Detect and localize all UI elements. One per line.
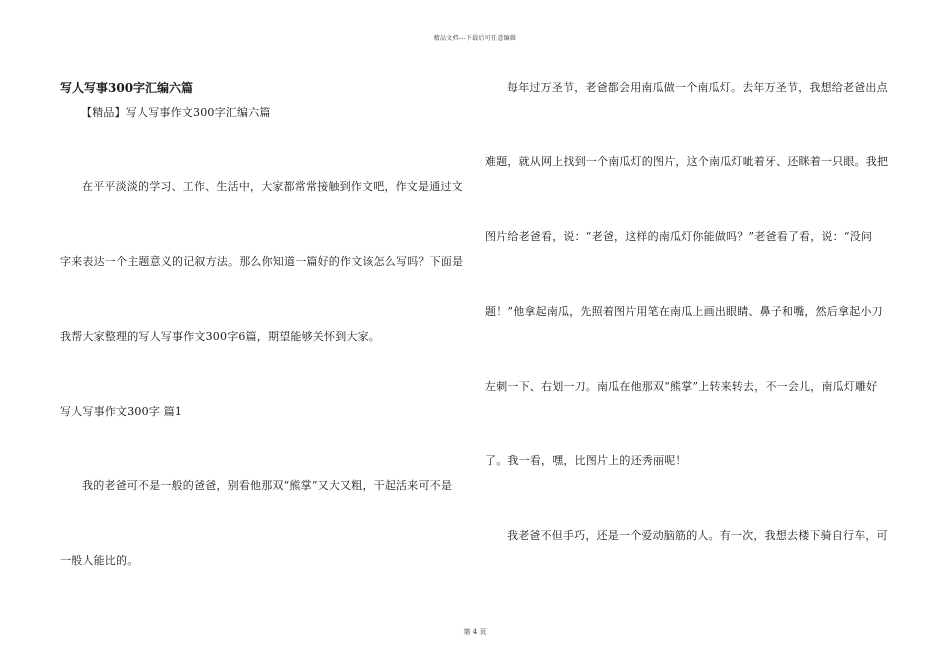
paragraph-line: 图片给老爸看，说：“老爸，这样的南瓜灯你能做吗？”老爸看了看，说：“没问 — [485, 230, 873, 243]
intro-line-1: 在平平淡淡的学习、工作、生活中，大家都常常接触到作文吧，作文是通过文 — [82, 180, 463, 193]
paragraph-line: 每年过万圣节，老爸都会用南瓜做一个南瓜灯。去年万圣节，我想给老爸出点 — [507, 81, 888, 94]
paragraph-line: 难题，就从网上找到一个南瓜灯的图片，这个南瓜灯呲着牙、还眯着一只眼。我把 — [485, 155, 889, 168]
paragraph-line: 一般人能比的。 — [60, 554, 139, 567]
page-number: 第 4 页 — [463, 628, 487, 636]
paragraph-line: 左刺一下、右划一刀。南瓜在他那双“熊掌”上转来转去，不一会儿，南瓜灯雕好 — [485, 380, 878, 393]
paragraph-line: 我的老爸可不是一般的爸爸，别看他那双“熊掌”又大又粗，干起活来可不是 — [82, 479, 453, 492]
section-heading: 写人写事作文300字 篇1 — [60, 405, 183, 418]
page-header: 精品文档---下载后可任意编辑 — [433, 35, 517, 42]
paragraph-line: 了。我一看，嘿，比图片上的还秀丽呢！ — [485, 454, 687, 467]
intro-line-3: 我帮大家整理的写人写事作文300字6篇，期望能够关怀到大家。 — [60, 330, 380, 343]
paragraph-line: 题！”他拿起南瓜，先照着图片用笔在南瓜上画出眼睛、鼻子和嘴，然后拿起小刀 — [485, 305, 883, 318]
document-title: 写人写事300字汇编六篇 — [60, 81, 194, 95]
intro-line-2: 字来表达一个主题意义的记叙方法。那么你知道一篇好的作文该怎么写吗？下面是 — [60, 255, 464, 268]
paragraph-line: 我老爸不但手巧，还是一个爱动脑筋的人。有一次，我想去楼下骑自行车，可 — [507, 529, 888, 542]
document-subtitle: 【精品】写人写事作文300字汇编六篇 — [81, 106, 271, 119]
